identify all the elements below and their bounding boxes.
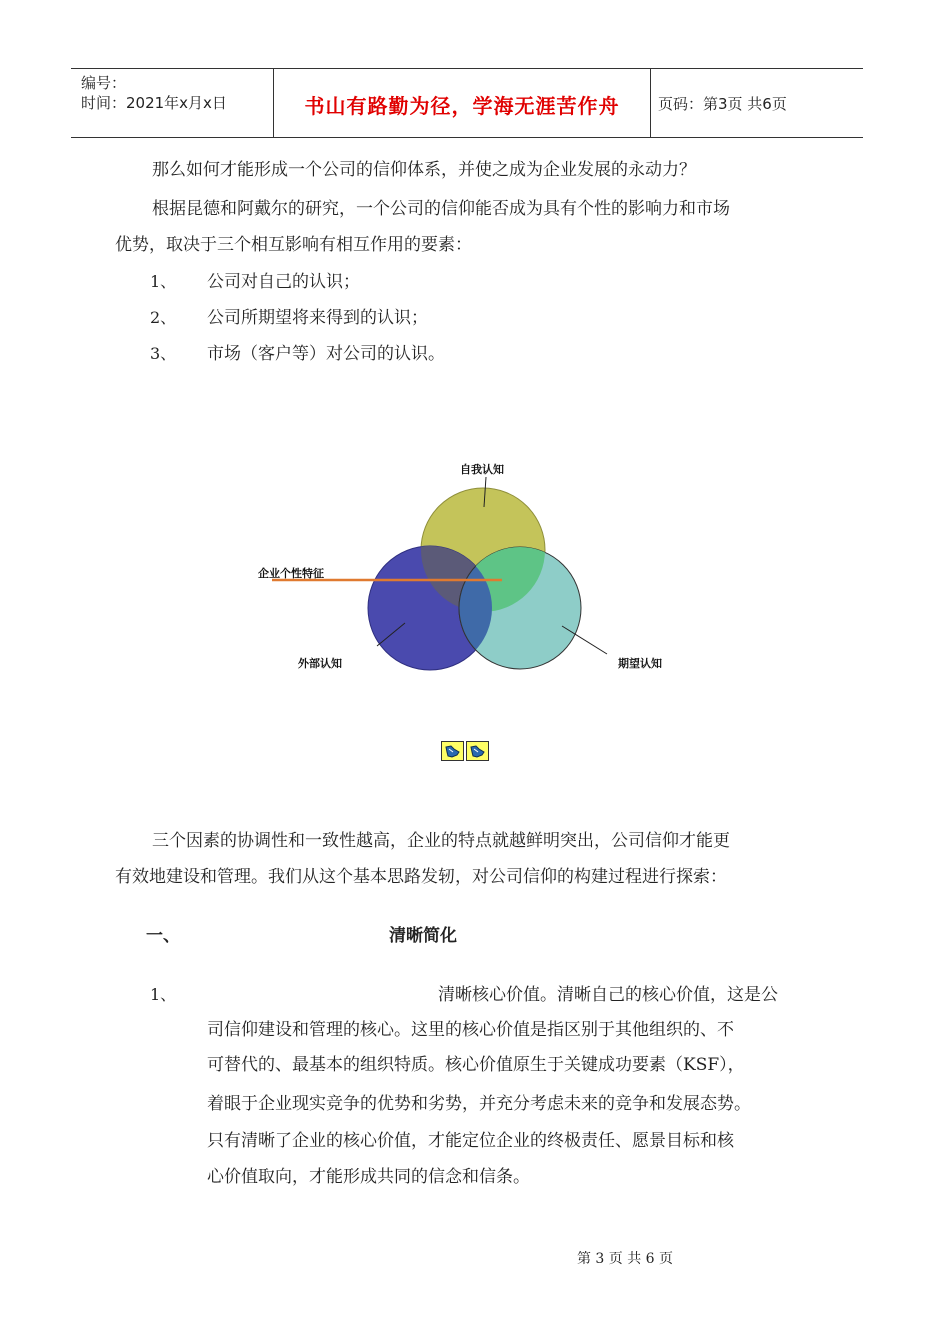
page-footer: 第 3 页 共 6 页	[576, 1251, 674, 1267]
header-info-cell	[71, 69, 273, 137]
paragraph-3-line-2: 有效地建设和管理。我们从这个基本思路发轫，对公司信仰的构建过程进行探索：	[115, 867, 727, 887]
list-item-2-text: 公司所期望将来得到的认识；	[207, 308, 428, 328]
list-item-1-text: 公司对自己的认识；	[207, 272, 360, 292]
label-external: 外部认知	[298, 657, 342, 670]
item-1-number: 1、	[150, 985, 177, 1004]
header-motto-cell	[273, 69, 651, 137]
paragraph-2-line-1: 根据昆德和阿戴尔的研究，一个公司的信仰能否成为具有个性的影响力和市场	[152, 199, 730, 219]
label-expected: 期望认知	[618, 657, 662, 670]
venn-diagram	[240, 455, 690, 685]
paragraph-1: 那么如何才能形成一个公司的信仰体系，并使之成为企业发展的永动力？	[152, 160, 696, 180]
list-item-3-number: 3、	[150, 344, 177, 363]
section-1-title: 清晰简化	[389, 926, 457, 946]
item-1-line-2: 司信仰建设和管理的核心。这里的核心价值是指区别于其他组织的、不	[207, 1020, 734, 1040]
list-item-1-number: 1、	[150, 272, 177, 291]
paragraph-2-line-2: 优势，取决于三个相互影响有相互作用的要素：	[115, 235, 472, 255]
item-1-line-6: 心价值取向，才能形成共同的信念和信条。	[207, 1167, 530, 1187]
nav-button-prev[interactable]	[441, 741, 464, 761]
label-corporate: 企业个性特征	[258, 567, 324, 580]
paragraph-3-line-1: 三个因素的协调性和一致性越高，企业的特点就越鲜明突出，公司信仰才能更	[152, 831, 730, 851]
item-1-line-5: 只有清晰了企业的核心价值，才能定位企业的终极责任、愿景目标和核	[207, 1131, 734, 1151]
page-code: 页码：第3页 共6页	[658, 95, 787, 113]
item-1-line-4: 着眼于企业现实竞争的优势和劣势，并充分考虑未来的竞争和发展态势。	[207, 1094, 751, 1114]
number-label: 编号：	[81, 74, 127, 92]
section-1-number: 一、	[146, 926, 180, 946]
nav-icons	[441, 741, 489, 761]
item-1-line-1: 清晰核心价值。清晰自己的核心价值，这是公	[438, 985, 778, 1005]
header-table	[71, 68, 863, 138]
time-label: 时间：2021年x月x日	[81, 94, 227, 112]
list-item-2-number: 2、	[150, 308, 177, 327]
nav-button-next[interactable]	[466, 741, 489, 761]
header-page-cell	[650, 69, 863, 137]
motto: 书山有路勤为径，学海无涯苦作舟	[304, 94, 620, 118]
list-item-3-text: 市场（客户等）对公司的认识。	[207, 344, 445, 364]
hand-pointer-icon	[469, 744, 486, 759]
hand-pointer-icon	[444, 744, 461, 759]
label-self: 自我认知	[460, 463, 504, 476]
item-1-line-3: 可替代的、最基本的组织特质。核心价值原生于关键成功要素（KSF），	[207, 1055, 745, 1075]
